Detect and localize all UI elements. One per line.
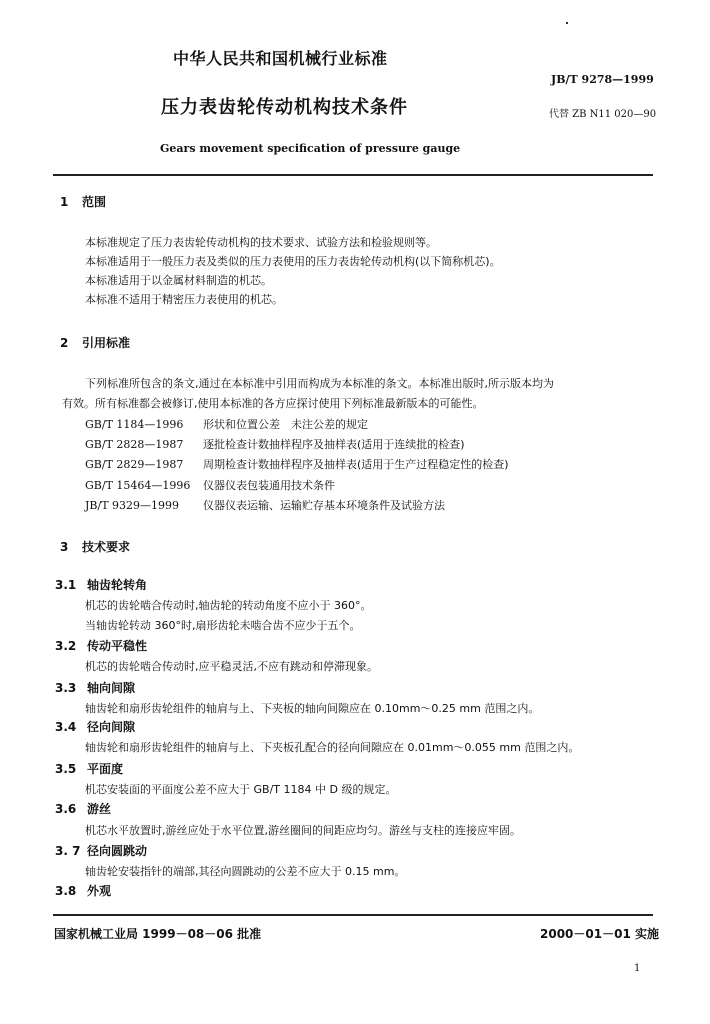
paragraph: 本标准规定了压力表齿轮传动机构的技术要求、试验方法和检验规则等。 (85, 236, 437, 249)
paragraph: 机芯水平放置时,游丝应处于水平位置,游丝圈间的间距应均匀。游丝与支柱的连接应牢固。 (85, 824, 521, 837)
header-rule (53, 174, 653, 176)
paragraph: 机芯的齿轮啮合传动时,应平稳灵活,不应有跳动和停滞现象。 (85, 660, 378, 673)
subsection-heading (55, 842, 147, 859)
reference-item (85, 436, 465, 452)
section-title: 引用标准 (82, 336, 131, 350)
section-number: 2 (60, 336, 69, 350)
reference-item (85, 416, 368, 432)
subsection-number: 3.8 (55, 884, 77, 898)
implementation-date: 2000－01－01 实施 (540, 927, 659, 941)
subsection-title: 轴齿轮转角 (87, 578, 148, 592)
standard-number: JB/T 9278—1999 (551, 73, 654, 86)
subsection-number: 3.6 (55, 802, 77, 816)
reference-item (85, 477, 335, 493)
reference-title: 逐批检查计数抽样程序及抽样表(适用于连续批的检查) (203, 438, 465, 451)
reference-title: 周期检查计数抽样程序及抽样表(适用于生产过程稳定性的检查) (203, 458, 509, 471)
section-number: 3 (60, 540, 69, 554)
paragraph: 当轴齿轮转动 360°时,扇形齿轮未啮合齿不应少于五个。 (85, 619, 361, 632)
paragraph: 机芯安装面的平面度公差不应大于 GB/T 1184 中 D 级的规定。 (85, 783, 397, 796)
replaces-standard: 代替 ZB N11 020—90 (549, 109, 657, 120)
english-title: Gears movement specification of pressure gauge (160, 142, 461, 155)
section-title: 技术要求 (82, 540, 131, 554)
subsection-number: 3.5 (55, 762, 77, 776)
paragraph: 机芯的齿轮啮合传动时,轴齿轮的转动角度不应小于 360°。 (85, 599, 372, 612)
subsection-title: 游丝 (87, 802, 112, 816)
section-number: 1 (60, 195, 69, 209)
reference-item (85, 497, 445, 513)
reference-code: JB/T 9329—1999 (85, 499, 180, 512)
approval-date: 国家机械工业局 1999－08－06 批准 (54, 927, 262, 941)
paragraph: 轴齿轮和扇形齿轮组件的轴肩与上、下夹板的轴向间隙应在 0.10mm～0.25 mm 范围之内。 (85, 702, 540, 715)
paragraph: 本标准适用于以金属材料制造的机芯。 (85, 274, 272, 287)
subsection-title: 径向间隙 (87, 720, 136, 734)
reference-code: GB/T 15464—1996 (85, 479, 191, 492)
subsection-number: 3. 7 (55, 844, 81, 858)
reference-code: GB/T 2829—1987 (85, 458, 184, 471)
paragraph: 轴齿轮和扇形齿轮组件的轴肩与上、下夹板孔配合的径向间隙应在 0.01mm～0.055 mm 范围之内。 (85, 741, 580, 754)
subsection-number: 3.1 (55, 578, 77, 592)
subsection-title: 径向圆跳动 (87, 844, 148, 858)
section-heading (60, 193, 106, 210)
subsection-title: 平面度 (87, 762, 124, 776)
section-heading (60, 334, 130, 351)
paragraph: 本标准不适用于精密压力表使用的机芯。 (85, 293, 283, 306)
subsection-number: 3.3 (55, 681, 77, 695)
organization-title: 中华人民共和国机械行业标准 (173, 49, 388, 68)
subsection-title: 外观 (87, 884, 112, 898)
paragraph: 轴齿轮安装指针的端部,其径向圆跳动的公差不应大于 0.15 mm。 (85, 865, 406, 878)
subsection-number: 3.4 (55, 720, 77, 734)
subsection-heading (55, 637, 147, 654)
reference-title: 仪器仪表包装通用技术条件 (203, 479, 335, 492)
reference-code: GB/T 1184—1996 (85, 418, 184, 431)
section-heading (60, 538, 130, 555)
paragraph: 本标准适用于一般压力表及类似的压力表使用的压力表齿轮传动机构(以下简称机芯)。 (85, 255, 501, 268)
subsection-heading (55, 718, 135, 735)
document-title: 压力表齿轮传动机构技术条件 (161, 97, 408, 118)
subsection-title: 轴向间隙 (87, 681, 136, 695)
page-number: 1 (634, 963, 641, 974)
reference-title: 形状和位置公差 未注公差的规定 (203, 418, 368, 431)
paragraph: 有效。所有标准都会被修订,使用本标准的各方应探讨使用下列标准最新版本的可能性。 (62, 397, 484, 410)
paragraph: 下列标准所包含的条文,通过在本标准中引用而构成为本标准的条文。本标准出版时,所示版本均为 (85, 377, 554, 390)
subsection-heading (55, 679, 135, 696)
subsection-heading (55, 800, 111, 817)
reference-title: 仪器仪表运输、运输贮存基本环境条件及试验方法 (203, 499, 445, 512)
subsection-heading (55, 576, 147, 593)
subsection-title: 传动平稳性 (87, 639, 148, 653)
scan-speck (566, 22, 568, 24)
subsection-heading (55, 760, 123, 777)
subsection-heading (55, 882, 111, 899)
reference-item (85, 456, 509, 472)
subsection-number: 3.2 (55, 639, 77, 653)
section-title: 范围 (82, 195, 107, 209)
reference-code: GB/T 2828—1987 (85, 438, 184, 451)
footer-rule (53, 914, 653, 916)
